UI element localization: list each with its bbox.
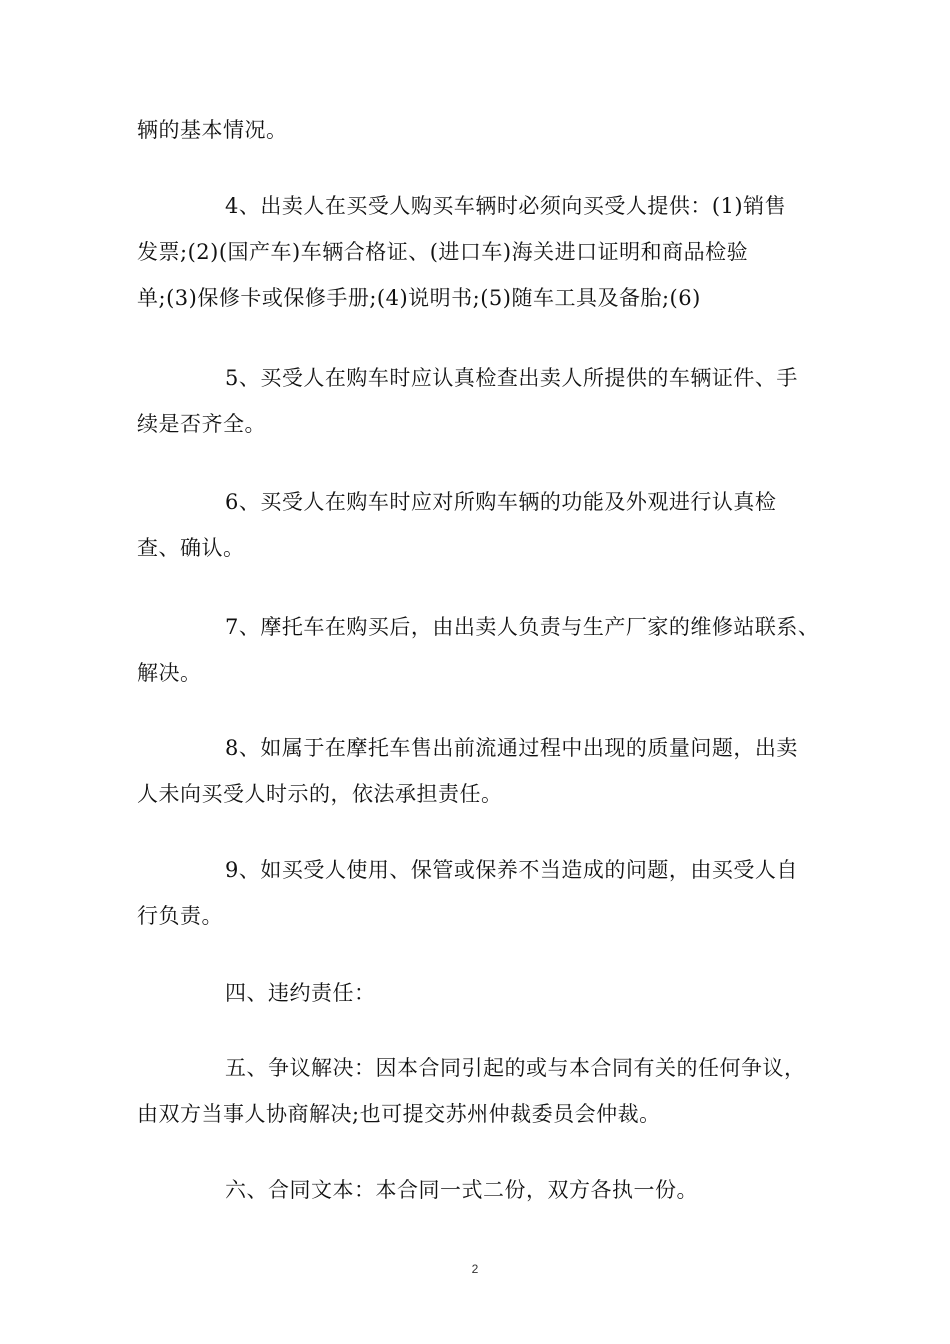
section-contract-copies [137,1167,837,1213]
text-line: 发票;(2)(国产车)车辆合格证、(进口车)海关进口证明和商品检验 [137,240,749,264]
text-line: 9、如买受人使用、保管或保养不当造成的问题，由买受人自 [225,858,798,882]
text-line: 5、买受人在购车时应认真检查出卖人所提供的车辆证件、手 [225,366,798,390]
paragraph-clause-8 [137,725,837,817]
text-line: 辆的基本情况。 [137,118,288,142]
text-line: 单;(3)保修卡或保修手册;(4)说明书;(5)随车工具及备胎;(6) [137,286,701,310]
paragraph-vehicle-basics [137,107,837,153]
paragraph-clause-9 [137,847,837,939]
text-line: 4、出卖人在买受人购买车辆时必须向买受人提供：(1)销售 [225,194,787,218]
section-dispute-resolution [137,1045,837,1137]
paragraph-clause-7 [137,604,837,696]
page-number: 2 [471,1262,479,1276]
text-line: 人未向买受人时示的，依法承担责任。 [137,782,503,806]
paragraph-clause-4 [137,183,837,321]
section-breach-liability [137,970,837,1016]
text-line: 五、争议解决：因本合同引起的或与本合同有关的任何争议， [225,1056,806,1080]
text-line: 解决。 [137,661,202,685]
paragraph-clause-6 [137,479,837,571]
text-line: 行负责。 [137,904,223,928]
text-line: 续是否齐全。 [137,412,266,436]
text-line: 6、买受人在购车时应对所购车辆的功能及外观进行认真检 [225,490,777,514]
text-line: 查、确认。 [137,536,245,560]
text-line: 六、合同文本：本合同一式二份，双方各执一份。 [225,1178,698,1202]
text-line: 7、摩托车在购买后，由出卖人负责与生产厂家的维修站联系、 [225,615,820,639]
text-line: 由双方当事人协商解决;也可提交苏州仲裁委员会仲裁。 [137,1102,661,1126]
paragraph-clause-5 [137,355,837,447]
text-line: 8、如属于在摩托车售出前流通过程中出现的质量问题，出卖 [225,736,798,760]
section-heading: 四、违约责任： [225,981,376,1005]
